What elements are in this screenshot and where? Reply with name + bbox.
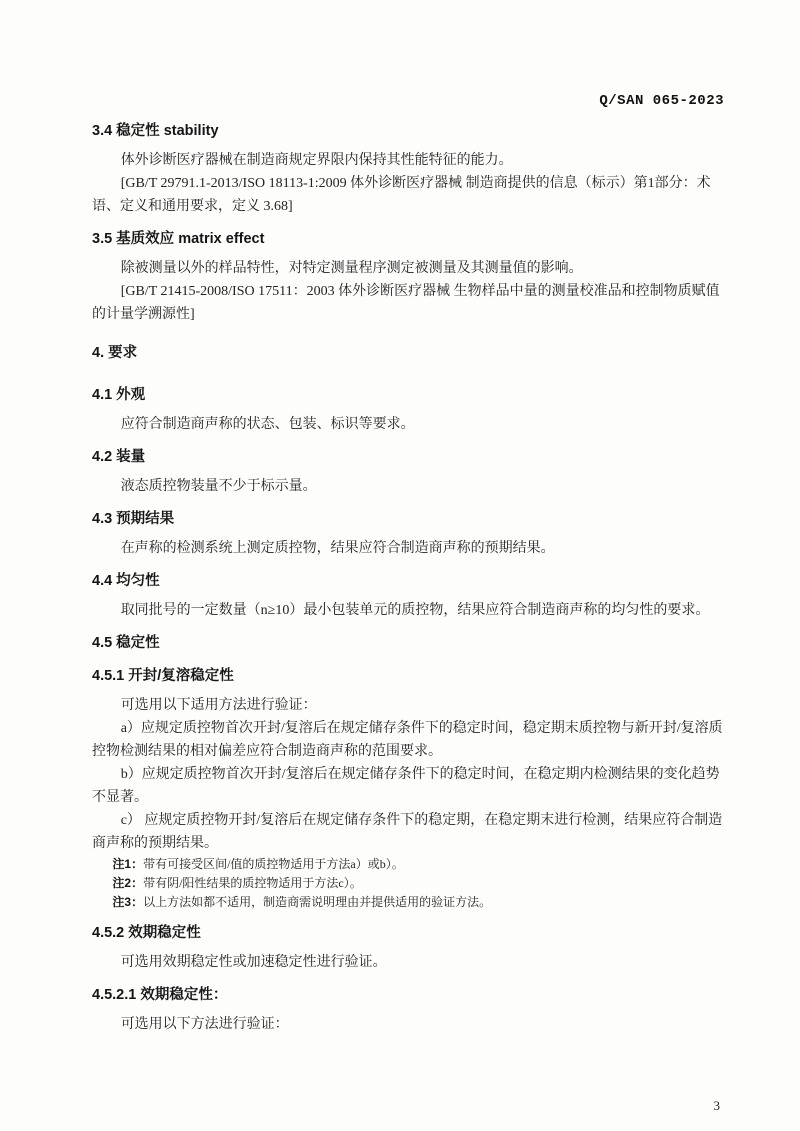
note-text: 带有可接受区间/值的质控物适用于方法a）或b）。 [143,857,404,871]
document-body [92,120,724,1036]
paragraph: 在声称的检测系统上测定质控物，结果应符合制造商声称的预期结果。 [120,541,555,556]
note-label: 注3： [112,895,144,909]
paragraph: 除被测量以外的样品特性，对特定测量程序测定被测量及其测量值的影响。 [120,261,583,276]
paragraph: a）应规定质控物首次开封/复溶后在规定储存条件下的稳定时间，稳定期末质控物与新开封/复溶质控物检测结果的相对偏差应符合制造商声称的范围要求。 [92,721,723,759]
paragraph: b）应规定质控物首次开封/复溶后在规定储存条件下的稳定时间，在稳定期内检测结果的变化趋势不显著。 [92,767,720,805]
document-number: Q/SAN 065-2023 [599,93,724,109]
note-line [92,855,724,874]
paragraph: 可选用效期稳定性或加速稳定性进行验证。 [120,955,387,970]
note-label: 注2： [112,876,144,890]
paragraph: 应符合制造商声称的状态、包装、标识等要求。 [120,417,415,432]
note-text: 以上方法如都不适用，制造商需说明理由并提供适用的验证方法。 [143,895,492,909]
section-heading: 4.5.2 效期稳定性 [92,925,201,941]
section-heading: 4.2 装量 [92,449,146,465]
section-heading: 4. 要求 [92,345,138,361]
document-content [92,92,724,1036]
page-number: 3 [713,1098,720,1113]
paragraph: 可选用以下方法进行验证： [120,1017,289,1032]
paragraph: 体外诊断医疗器械在制造商规定界限内保持其性能特征的能力。 [120,153,513,168]
section-heading: 3.4 稳定性 stability [92,123,219,139]
paragraph: [GB/T 29791.1-2013/ISO 18113-1:2009 体外诊断医疗器械 制造商提供的信息（标示）第1部分：术语、定义和通用要求，定义 3.68] [92,176,711,214]
paragraph: [GB/T 21415-2008/ISO 17511：2003 体外诊断医疗器械 生物样品中量的测量校准品和控制物质赋值的计量学溯源性] [92,284,720,322]
paragraph: 液态质控物装量不少于标示量。 [120,479,317,494]
section-heading: 4.5.2.1 效期稳定性： [92,987,228,1003]
section-heading: 4.5.1 开封/复溶稳定性 [92,668,234,684]
paragraph: 可选用以下适用方法进行验证： [120,698,317,713]
section-heading: 4.1 外观 [92,387,146,403]
note-label: 注1： [112,857,144,871]
note-line [92,893,724,912]
section-heading: 4.5 稳定性 [92,635,160,651]
section-heading: 4.4 均匀性 [92,573,160,589]
paragraph: c） 应规定质控物开封/复溶后在规定储存条件下的稳定期，在稳定期末进行检测，结果应符合制造商声称的预期结果。 [92,813,723,851]
section-heading: 3.5 基质效应 matrix effect [92,231,265,247]
note-text: 带有阴/阳性结果的质控物适用于方法c）。 [143,876,362,890]
section-heading: 4.3 预期结果 [92,511,175,527]
note-line [92,874,724,893]
paragraph: 取同批号的一定数量（n≥10）最小包装单元的质控物，结果应符合制造商声称的均匀性的要求。 [120,603,710,618]
